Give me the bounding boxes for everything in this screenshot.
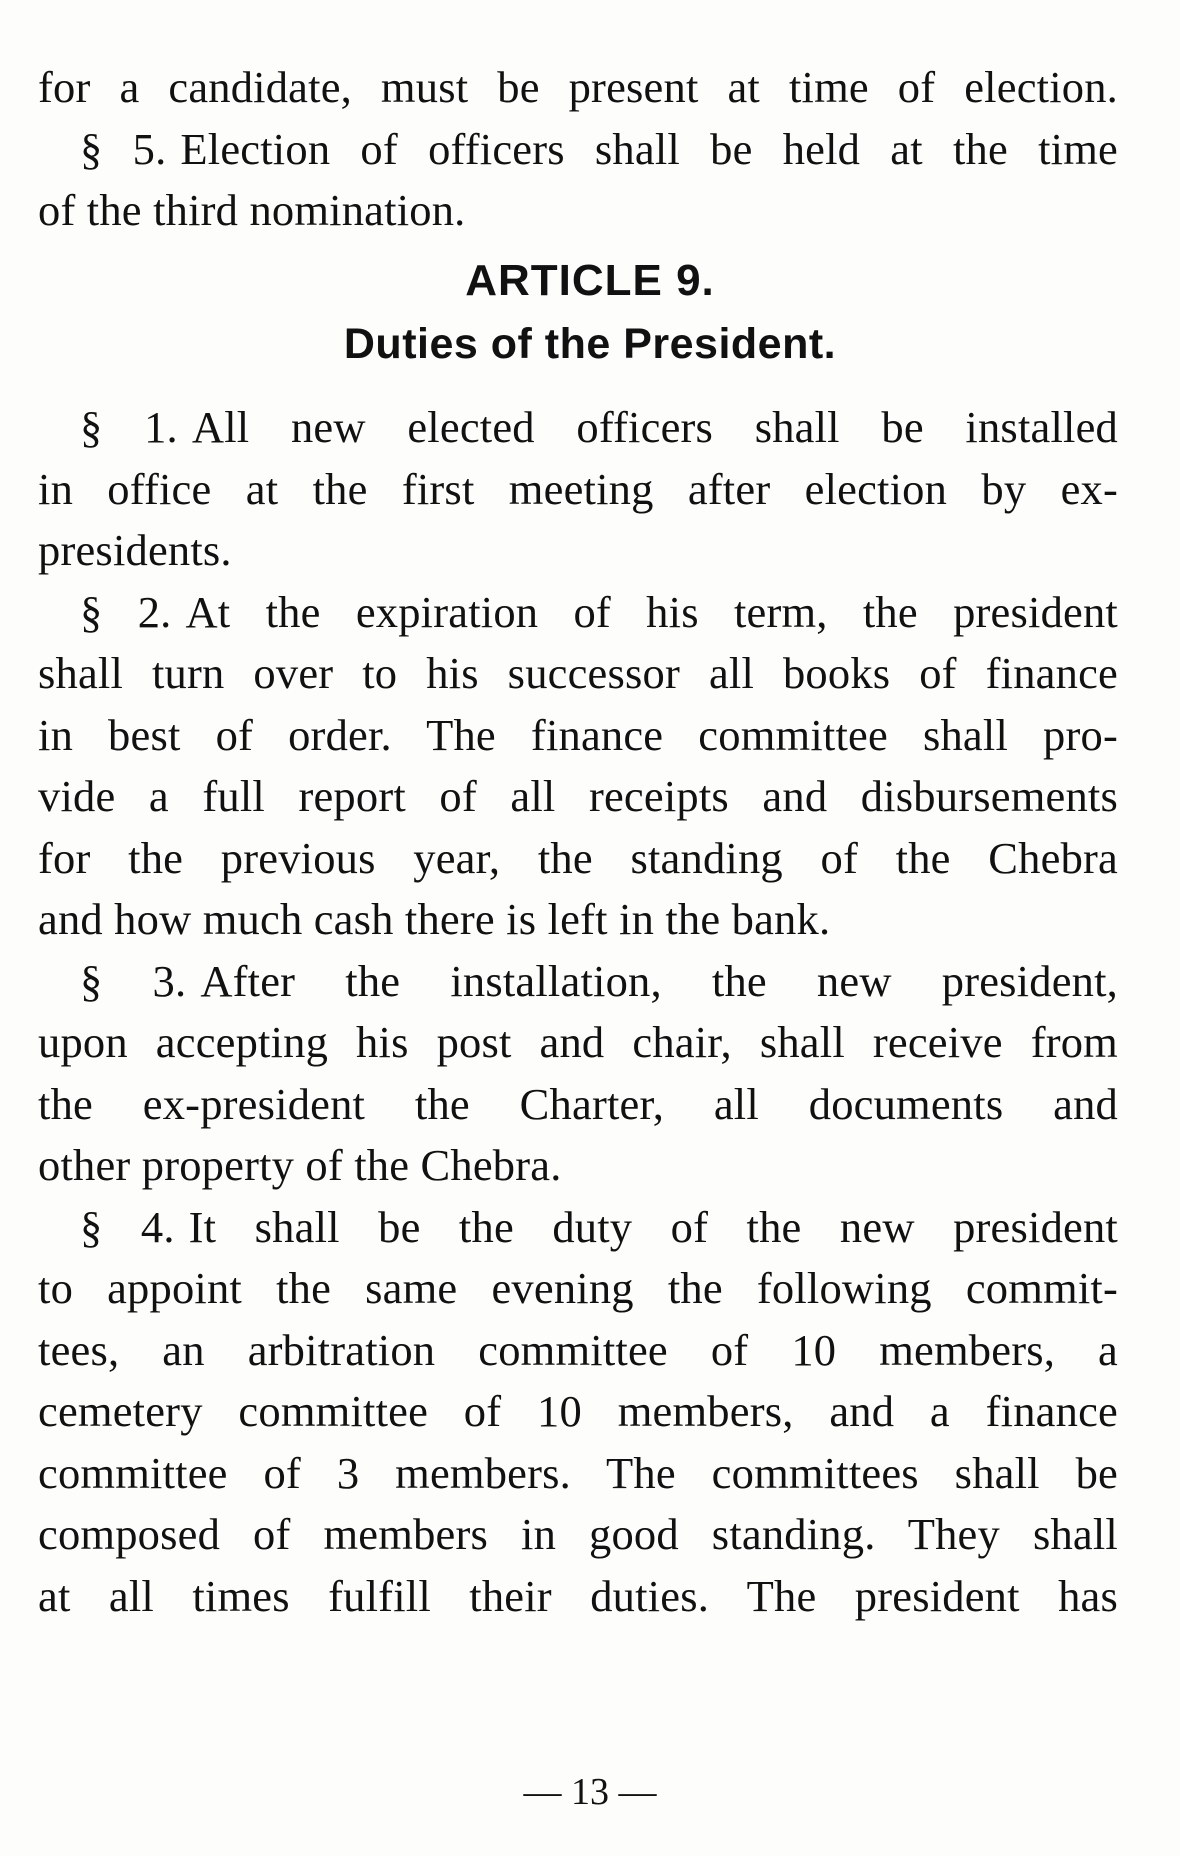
text-line: tees, an arbitration committee of 10 members, a [38,1324,1118,1375]
text-line: Election of officers shall be held at the time [180,123,1118,174]
text-line: for a candidate, must be present at time of election. [38,62,1118,112]
section-mark: § 3. [80,955,187,1006]
text-line: It shall be the duty of the new president [188,1201,1118,1252]
text-line: the ex-president the Charter, all documents and [38,1078,1118,1129]
article-subtitle: Duties of the President. [343,320,837,368]
text-line: and how much cash there is left in the bank. [38,894,831,944]
section-mark: § 4. [80,1201,175,1252]
text-line: shall turn over to his successor all books of finance [38,648,1118,698]
text-line: other property of the Chebra. [38,1140,562,1190]
article-9-body [38,400,1118,1630]
text-line: at all times fulfill their duties. The president has [38,1570,1118,1621]
text-line: vide a full report of all receipts and disbursements [38,771,1118,821]
text-line: cemetery committee of 10 members, and a finance [38,1386,1118,1436]
text-line: composed of members in good standing. They shall [38,1509,1118,1559]
text-line: At the expiration of his term, the president [185,586,1118,637]
section-2-first-line [38,585,1118,639]
text-line: in office at the first meeting after election by ex- [38,463,1118,514]
text-line: of the third nomination. [38,185,466,235]
article-heading: ARTICLE 9. [465,256,715,305]
page-number: — 13 — [523,1771,657,1813]
section-3-first-line [38,954,1118,1008]
section-mark: § 2. [80,586,172,637]
section-1-first-line [38,400,1118,454]
text-line: for the previous year, the standing of the Chebra [38,832,1118,883]
text-line: upon accepting his post and chair, shall receive from [38,1017,1118,1067]
text-line: After the installation, the new president, [200,955,1118,1006]
section-mark: § 1. [80,402,178,452]
text-line: presidents. [38,525,232,575]
article-8-continuation [38,60,1118,245]
text-line: to appoint the same evening the following commit- [38,1263,1118,1313]
section-4-first-line [38,1200,1118,1254]
text-line: committee of 3 members. The committees shall be [38,1447,1118,1498]
section-mark: § 5. [80,123,167,174]
section-5-first-line [38,122,1118,176]
text-line: All new elected officers shall be installed [191,402,1118,452]
text-line: in best of order. The finance committee shall pro- [38,709,1118,760]
